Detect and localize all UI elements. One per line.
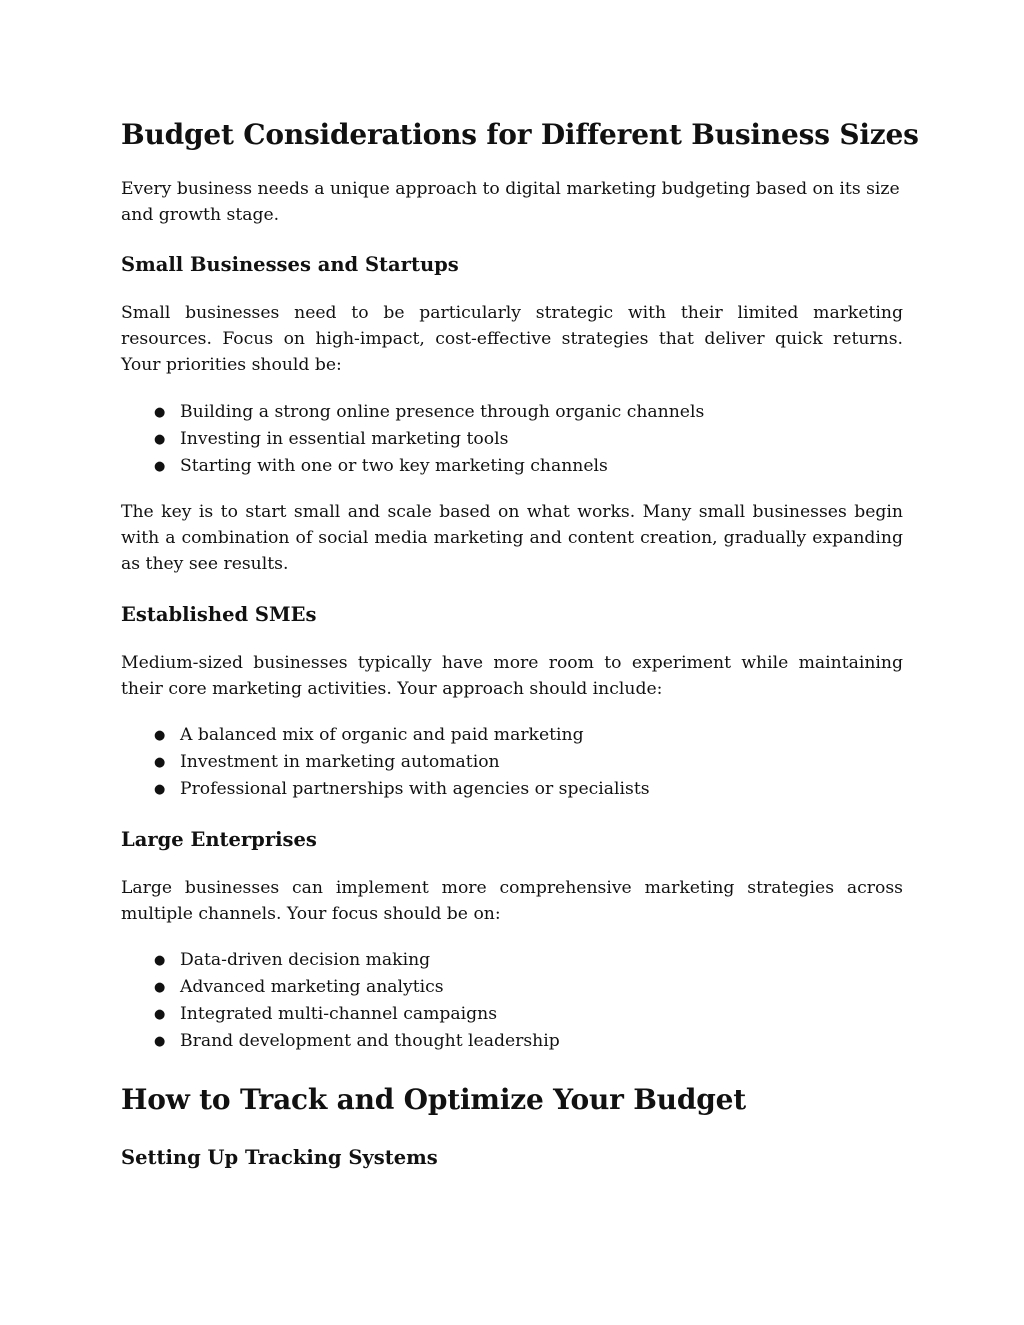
- list-item: [121, 947, 903, 974]
- bullet-icon: ●: [154, 459, 166, 474]
- smes-list: [121, 722, 903, 803]
- list-item: [121, 453, 903, 480]
- list-item-text: Starting with one or two key marketing channels: [180, 456, 608, 476]
- heading-large-enterprises: Large Enterprises: [121, 828, 317, 851]
- bullet-icon: ●: [154, 1007, 166, 1022]
- list-item-text: Advanced marketing analytics: [180, 977, 444, 997]
- list-item-text: Professional partnerships with agencies or specialists: [180, 779, 650, 799]
- bullet-icon: ●: [154, 405, 166, 420]
- heading-setting-up-tracking: Setting Up Tracking Systems: [121, 1146, 438, 1169]
- small-businesses-paragraph: Small businesses need to be particularly strategic with their limited marketing resources. Focus on high-impact, cost-effective strategies that deliver quick returns. Your priorities should be:: [121, 303, 903, 375]
- section-title-budget-considerations: Budget Considerations for Different Business Sizes: [121, 118, 919, 151]
- list-item-text: Investing in essential marketing tools: [180, 429, 509, 449]
- section-title-track-optimize: How to Track and Optimize Your Budget: [121, 1083, 746, 1116]
- list-item: [121, 974, 903, 1001]
- heading-small-businesses: Small Businesses and Startups: [121, 253, 459, 276]
- bullet-icon: ●: [154, 755, 166, 770]
- bullet-icon: ●: [154, 782, 166, 797]
- bullet-icon: ●: [154, 432, 166, 447]
- intro-paragraph: Every business needs a unique approach to digital marketing budgeting based on its size and growth stage.: [121, 179, 900, 225]
- bullet-icon: ●: [154, 980, 166, 995]
- list-item: [121, 776, 903, 803]
- heading-established-smes: Established SMEs: [121, 603, 317, 626]
- smes-paragraph: Medium-sized businesses typically have more room to experiment while maintaining their core marketing activities. Your approach should include:: [121, 653, 903, 699]
- list-item-text: Brand development and thought leadership: [180, 1031, 560, 1051]
- list-item: [121, 426, 903, 453]
- small-businesses-list: [121, 399, 903, 480]
- large-enterprises-list: [121, 947, 903, 1055]
- small-businesses-key-paragraph: The key is to start small and scale based on what works. Many small businesses begin with a combination of social media marketing and content creation, gradually expanding as they see results.: [121, 502, 903, 574]
- list-item-text: Integrated multi-channel campaigns: [180, 1004, 498, 1024]
- list-item-text: A balanced mix of organic and paid marketing: [180, 725, 584, 745]
- list-item-text: Building a strong online presence through organic channels: [180, 402, 705, 422]
- bullet-icon: ●: [154, 1034, 166, 1049]
- list-item-text: Data-driven decision making: [180, 950, 431, 970]
- list-item: [121, 722, 903, 749]
- list-item: [121, 1001, 903, 1028]
- bullet-icon: ●: [154, 953, 166, 968]
- list-item: [121, 749, 903, 776]
- large-enterprises-paragraph: Large businesses can implement more comprehensive marketing strategies across multiple channels. Your focus should be on:: [121, 878, 903, 924]
- list-item-text: Investment in marketing automation: [180, 752, 500, 772]
- list-item: [121, 1028, 903, 1055]
- list-item: [121, 399, 903, 426]
- bullet-icon: ●: [154, 728, 166, 743]
